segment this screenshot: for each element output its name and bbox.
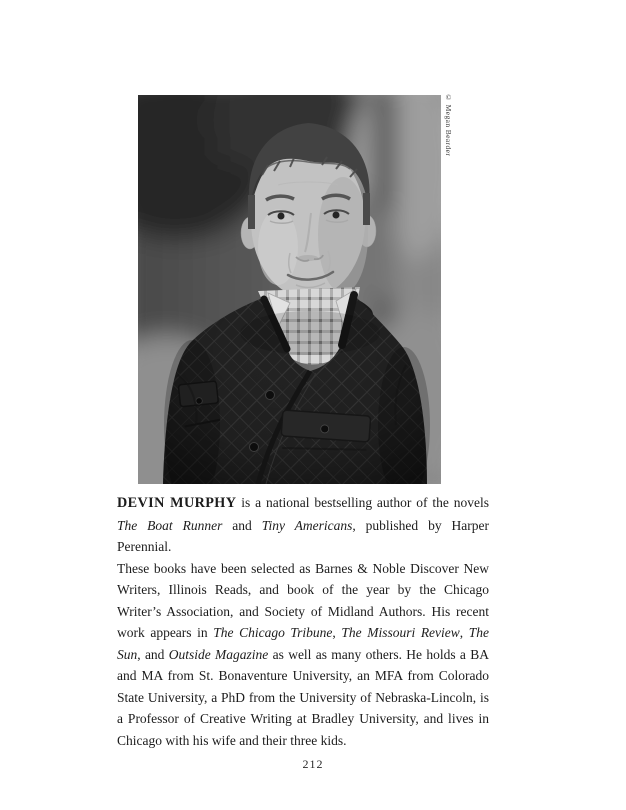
bio-text: The	[468, 625, 490, 640]
author-photo	[138, 95, 441, 484]
bio-text: These books have been selected as Barnes & Noble Discover New	[117, 560, 489, 576]
bio-text: Sun	[117, 646, 138, 662]
bio-text: Writers, Illinois Reads, and book of the year by the Chicago	[117, 582, 489, 597]
bio-text: as well as many others. He holds a BA	[268, 646, 489, 662]
author-name-text: DEVIN MURPHY	[117, 495, 237, 511]
photo-credit: © Megan Bearder	[444, 93, 453, 157]
author-photo-illustration	[138, 95, 441, 484]
bio-line	[117, 687, 489, 709]
bio-line	[117, 708, 489, 730]
bio-text: and MA from St. Bonaventure University, an MFA from Colorado	[117, 668, 489, 683]
bio-text: Tiny Americans	[261, 517, 353, 533]
page-number: 212	[302, 757, 324, 771]
bio-text: The Missouri Review	[341, 625, 460, 640]
bio-text: and	[222, 517, 262, 533]
bio-text: is a national bestselling author of the novels	[236, 495, 489, 510]
bio-text: ,	[332, 625, 342, 640]
bio-text: Chicago with his wife and their three kids.	[117, 732, 347, 748]
bio-line	[117, 492, 489, 515]
bio-text: , and	[137, 646, 169, 662]
bio-line	[117, 579, 489, 601]
bio-text: Writer’s Association, and Society of Midland Authors. His recent	[117, 603, 489, 619]
bio-line	[117, 644, 489, 666]
bio-text: The Boat Runner	[117, 517, 223, 533]
bio-text: The Chicago Tribune	[213, 625, 333, 640]
bio-text: , published by Harper Perennial.	[117, 517, 489, 554]
bio-text: State University, a PhD from the University of Nebraska-Lincoln, is	[117, 689, 489, 705]
bio-paragraph	[117, 492, 489, 751]
bio-text: ,	[459, 625, 469, 640]
bio-line	[117, 601, 489, 623]
bio-line	[117, 515, 489, 558]
bio-line	[117, 558, 489, 580]
bio-text: work appears in	[117, 625, 214, 640]
bio-line	[117, 622, 489, 644]
bio-line	[117, 730, 489, 752]
bio-line	[117, 665, 489, 687]
bio-text: Outside Magazine	[168, 646, 269, 662]
bio-text: a Professor of Creative Writing at Bradley University, and lives in	[117, 711, 489, 726]
